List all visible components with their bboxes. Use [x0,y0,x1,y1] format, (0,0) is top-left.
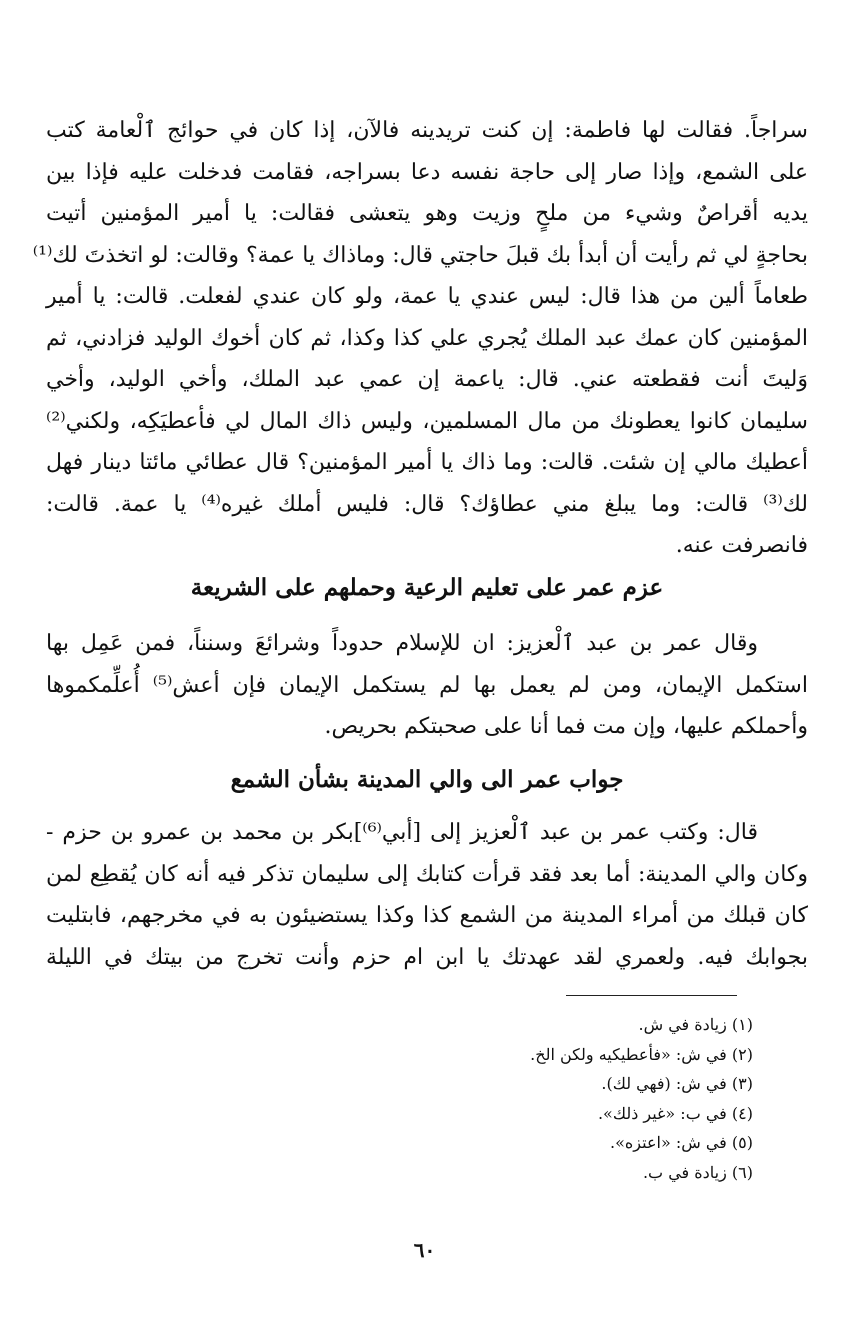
paragraph-letter-to-governor [46,812,808,978]
footnote: (٣) في ش: (فهي لك). [601,1074,753,1093]
text-line: بحاجةٍ لي ثم رأيت أن أبدأ بك قبلَ حاجتي قال: وماذاك يا عمة؟ وقالت: لو اتخذتَ لك⁽¹⁾ [32,242,808,268]
text-line: أعطيك مالي إن شئت. قالت: وما ذاك يا أمير المؤمنين؟ قال عطائي مائتا دينار فهل [46,450,808,475]
text-line: على الشمع، وإذا صار إلى حاجة نفسه دعا بسراجه، فقامت فدخلت عليه فإذا بين [46,159,808,185]
text-line: وقال عمر بن عبد ٱلْعزيز: ان للإسلام حدوداً وشرائعَ وسنناً، فمن عَمِل بها [46,631,758,656]
text-line: وكان والي المدينة: أما بعد فقد قرأت كتابك إلى سليمان تذكر فيه أنه كان يُقطِع لمن [46,861,808,887]
footnote: (٤) في ب: «غير ذلك». [597,1103,753,1123]
footnote: (٦) زيادة في ب. [642,1162,753,1182]
paragraph-islam-laws [46,623,808,748]
paragraph-fatima-dialogue [32,110,809,567]
section-heading: عزم عمر على تعليم الرعية وحملهم على الشريعة [190,574,664,601]
footnote: (٥) في ش: «اعتزه». [610,1133,753,1152]
text-line: بجوابك فيه. ولعمري لقد عهدتك يا ابن ام حزم وأنت تخرج من بيتك في الليلة [46,944,808,970]
footnote: (٢) في ش: «فأعطيكيه ولكن الخ. [530,1044,753,1064]
text-line: طعاماً ألين من هذا قال: ليس عندي يا عمة، ولو كان عندي لفعلت. قالت: يا أمير [46,284,808,309]
text-line: وَليتَ أنت فقطعته عني. قال: ياعمة إن عمي عبد الملك، وأخي الوليد، وأخي [46,367,808,392]
text-line: سليمان كانوا يعطونك من مال المسلمين، وليس ذاك المال لي فأعطيَكِه، ولكني⁽²⁾ [46,408,808,434]
text-line: وأحملكم عليها، وإن مت فما أنا على صحبتكم بحريص. [324,714,808,739]
text-line: سراجاً. فقالت لها فاطمة: إن كنت تريدينه فالآن، إذا كان في حوائج ٱلْعامة كتب [46,118,808,143]
text-line: يديه أقراصٌ وشيء من ملحٍ وزيت وهو يتعشى فقالت: يا أمير المؤمنين أتيت [46,201,808,226]
text-line: قال: وكتب عمر بن عبد ٱلْعزيز إلى [أبي⁽⁶⁾]بكر بن محمد بن عمرو بن حزم - [46,820,758,845]
text-line: استكمل الإيمان، ومن لم يعمل بها لم يستكمل الإيمان فإن أعش⁽⁵⁾ أُعلِّمكموها [46,672,808,698]
footnote: (١) زيادة في ش. [638,1015,753,1034]
text-line: لك⁽³⁾ قالت: وما يبلغ مني عطاؤك؟ قال: فليس أملك غيره⁽⁴⁾ يا عمة. قالت: [46,491,809,517]
section-heading: جواب عمر الى والي المدينة بشأن الشمع [230,766,624,793]
text-line: المؤمنين كان عمك عبد الملك يُجري علي كذا وكذا، ثم كان أخوك الوليد فزادني، ثم [46,325,808,351]
page-number: ٦٠ [413,1238,436,1262]
text-line: فانصرفت عنه. [675,533,808,558]
footnotes [253,1010,753,1187]
footnote-divider [566,995,737,996]
text-line: كان قبلك من أمراء المدينة من الشمع كذا وكذا يستضيئون به في مخرجهم، فابتليت [46,903,808,928]
